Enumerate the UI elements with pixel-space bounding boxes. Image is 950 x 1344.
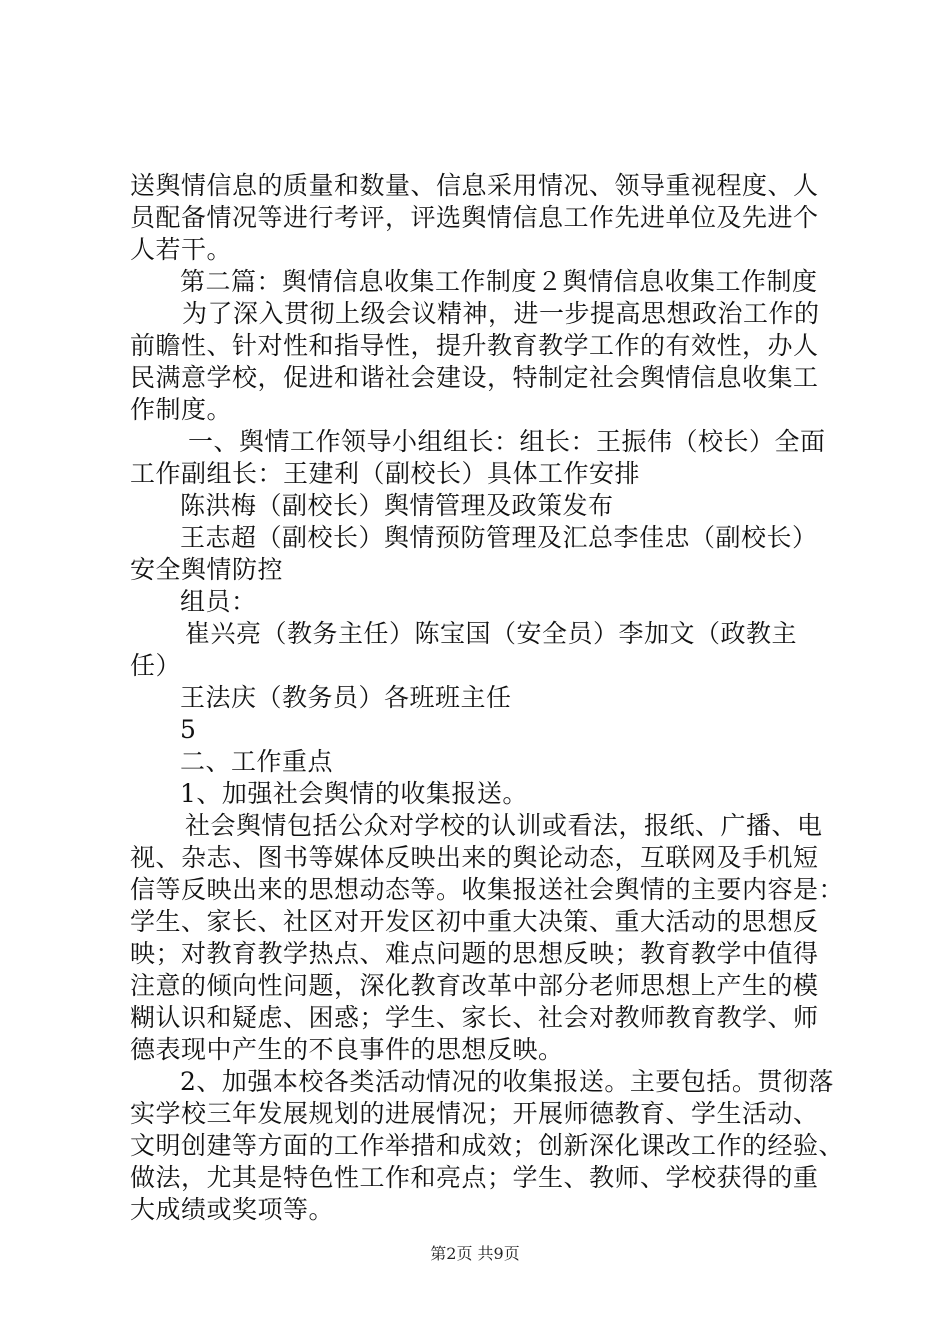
text-line: 王法庆（教务员）各班班主任 xyxy=(180,683,512,712)
text-line: 员配备情况等进行考评，评选舆情信息工作先进单位及先进个 xyxy=(130,203,819,232)
text-line: 一、舆情工作领导小组组长：组长：王振伟（校长）全面 xyxy=(188,427,826,456)
text-line: 为了深入贯彻上级会议精神，进一步提高思想政治工作的 xyxy=(182,299,820,328)
text-line: 作制度。 xyxy=(130,395,233,424)
text-line: 民满意学校，促进和谐社会建设，特制定社会舆情信息收集工 xyxy=(130,363,819,392)
text-line: 5 xyxy=(180,715,197,744)
page-footer: 第2页 共9页 xyxy=(430,1244,520,1263)
text-line: 实学校三年发展规划的进展情况；开展师德教育、学生活动、 xyxy=(130,1099,819,1128)
text-line: 视、杂志、图书等媒体反映出来的舆论动态，互联网及手机短 xyxy=(130,843,819,872)
text-line: 工作副组长：王建利（副校长）具体工作安排 xyxy=(130,459,641,488)
text-line: 学生、家长、社区对开发区初中重大决策、重大活动的思想反 xyxy=(130,907,819,936)
text-line: 陈洪梅（副校长）舆情管理及政策发布 xyxy=(180,491,614,520)
text-line: 社会舆情包括公众对学校的认训或看法，报纸、广播、电 xyxy=(185,811,823,840)
section-heading: 第二篇：舆情信息收集工作制度２舆情信息收集工作制度 xyxy=(180,267,818,296)
text-line: 德表现中产生的不良事件的思想反映。 xyxy=(130,1035,564,1064)
text-line: 糊认识和疑虑、困惑；学生、家长、社会对教师教育教学、师 xyxy=(130,1003,819,1032)
document-body xyxy=(130,170,845,1226)
text-line: 信等反映出来的思想动态等。收集报送社会舆情的主要内容是： xyxy=(130,875,845,904)
text-line: 崔兴亮（教务主任）陈宝国（安全员）李加文（政教主 xyxy=(185,619,798,648)
text-line: 前瞻性、针对性和指导性，提升教育教学工作的有效性，办人 xyxy=(130,331,819,360)
text-line: 映；对教育教学热点、难点问题的思想反映；教育教学中值得 xyxy=(130,939,819,968)
text-line: 文明创建等方面的工作举措和成效；创新深化课改工作的经验、 xyxy=(130,1131,845,1160)
section-heading: 二、工作重点 xyxy=(180,747,334,776)
text-line: 注意的倾向性问题，深化教育改革中部分老师思想上产生的模 xyxy=(130,971,819,1000)
text-line: 安全舆情防控 xyxy=(130,555,284,584)
text-line: 2、加强本校各类活动情况的收集报送。主要包括。贯彻落 xyxy=(180,1067,834,1096)
text-line: 王志超（副校长）舆情预防管理及汇总李佳忠（副校长） xyxy=(180,523,818,552)
text-line: 做法，尤其是特色性工作和亮点；学生、教师、学校获得的重 xyxy=(130,1163,819,1192)
text-line: 1、加强社会舆情的收集报送。 xyxy=(180,779,528,808)
text-line: 组员： xyxy=(180,587,257,616)
text-line: 人若干。 xyxy=(130,235,233,264)
text-line: 送舆情信息的质量和数量、信息采用情况、领导重视程度、人 xyxy=(130,171,819,200)
text-line: 任） xyxy=(130,651,182,680)
text-line: 大成绩或奖项等。 xyxy=(130,1195,335,1224)
